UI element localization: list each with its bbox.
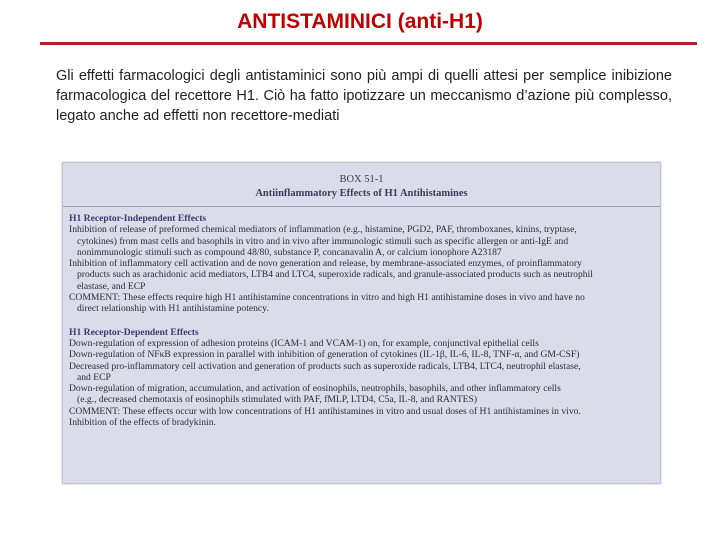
section-heading-receptor-independent: H1 Receptor-Independent Effects — [69, 213, 207, 224]
box-line: and ECP — [77, 371, 111, 383]
box-figure — [62, 162, 661, 484]
box-line: nonimmunologic stimuli such as compound 48/80, substance P, concanavalin A, or calcium ionophore A23187 — [77, 246, 502, 258]
box-line: cytokines) from mast cells and basophils in vitro and in vivo after immunologic stimuli such as specific allergen or anti-IgE and — [77, 235, 569, 247]
box-line: Down-regulation of NFκB expression in parallel with inhibition of generation of cytokines (IL-1β, IL-6, IL-8, TNF-α, and GM-CSF) — [69, 349, 580, 361]
box-line: Inhibition of inflammatory cell activation and de novo generation and release, by membrane-associated enzymes, of proinflammatory — [69, 258, 582, 270]
box-line: COMMENT: These effects occur with low concentrations of H1 antihistamines in vitro and usual doses of H1 antihistamines in vivo. — [69, 405, 581, 417]
box-line: Down-regulation of migration, accumulation, and activation of eosinophils, neutrophils, basophils, and other inflammatory cells — [69, 383, 561, 395]
box-divider — [63, 206, 660, 207]
box-line: Inhibition of release of preformed chemical mediators of inflammation (e.g., histamine, PGD2, PAF, thromboxanes, kinins, tryptase, — [69, 224, 577, 236]
box-title: Antiinflammatory Effects of H1 Antihistamines — [255, 188, 468, 199]
box-content — [69, 213, 657, 428]
box-header — [63, 173, 660, 201]
box-line: Down-regulation of expression of adhesion proteins (ICAM-1 and VCAM-1) on, for example, conjunctival epithelial cells — [69, 337, 539, 349]
title-divider — [40, 42, 697, 45]
section-heading-receptor-dependent: H1 Receptor-Dependent Effects — [69, 326, 199, 338]
box-line: (e.g., decreased chemotaxis of eosinophils stimulated with PAF, fMLP, LTD4, C5a, IL-8, and RANTES) — [77, 394, 478, 406]
slide-title: ANTISTAMINICI (anti-H1) — [237, 10, 483, 33]
box-line: direct relationship with H1 antihistamine potency. — [77, 303, 269, 315]
intro-paragraph: Gli effetti farmacologici degli antistaminici sono più ampi di quelli attesi per semplice inibizione farmacologica del recettore H1. Ciò ha fatto ipotizzare un meccanismo d’azione più complesso, legato anche ad effetti non recettore-mediati — [56, 68, 672, 124]
box-line: products such as arachidonic acid mediators, LTB4 and LTC4, superoxide radicals, and granule-associated products such as neutrophil — [77, 269, 593, 281]
box-line: Inhibition of the effects of bradykinin. — [69, 417, 216, 429]
box-number: BOX 51-1 — [339, 174, 384, 185]
box-line: elastase, and ECP — [77, 280, 146, 292]
box-line: Decreased pro-inflammatory cell activation and generation of products such as superoxide radicals, LTB4, LTC4, neutrophil elastase, — [69, 360, 581, 372]
box-line: COMMENT: These effects require high H1 antihistamine concentrations in vitro and high H1 antihistamine doses in vivo and have no — [69, 292, 585, 304]
